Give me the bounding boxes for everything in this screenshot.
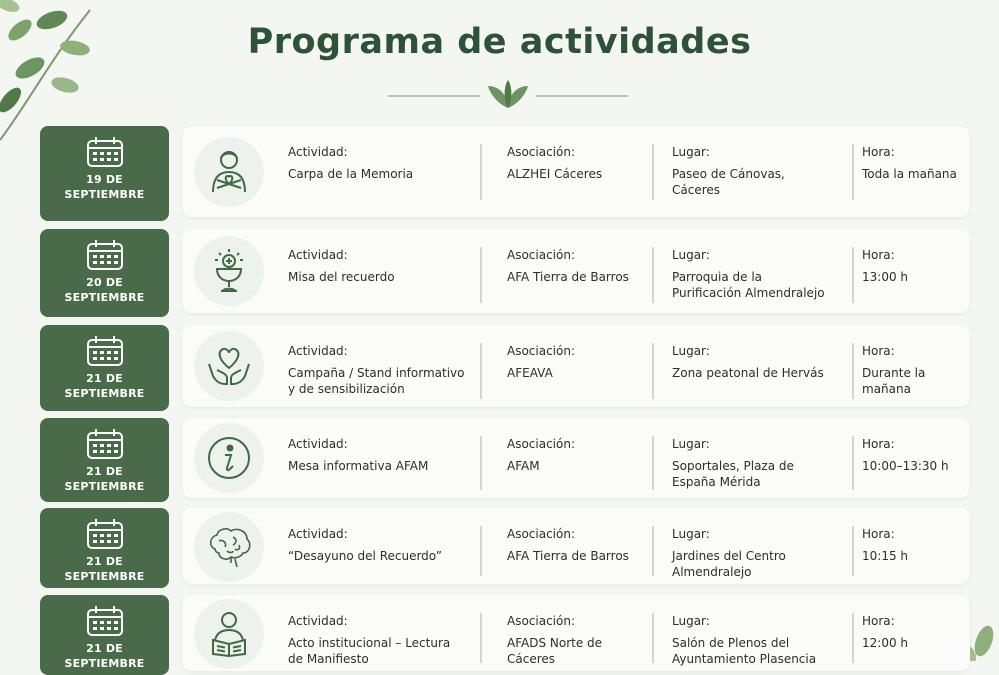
date-badge	[40, 325, 169, 411]
event-row	[40, 325, 970, 411]
place-column	[672, 247, 832, 301]
title-divider	[388, 78, 628, 112]
column-separator	[652, 343, 654, 399]
association-value: AFA Tierra de Barros	[507, 270, 629, 284]
time-column	[862, 144, 962, 182]
event-row	[40, 418, 970, 502]
time-value: 10:15 h	[862, 549, 909, 563]
column-separator	[852, 247, 854, 303]
date-month: SEPTIEMBRE	[64, 570, 145, 583]
column-separator	[852, 526, 854, 576]
date-badge	[40, 508, 169, 588]
time-label: Hora:	[862, 437, 895, 451]
column-separator	[652, 144, 654, 200]
event-card	[182, 418, 970, 498]
place-value: Paseo de Cánovas, Cáceres	[672, 167, 785, 197]
association-label: Asociación:	[507, 248, 576, 262]
column-separator	[480, 613, 482, 663]
place-label: Lugar:	[672, 248, 710, 262]
event-card	[182, 229, 970, 313]
activity-label: Actividad:	[288, 527, 348, 541]
association-value: AFEAVA	[507, 366, 553, 380]
activity-value: Misa del recuerdo	[288, 270, 395, 284]
column-separator	[480, 247, 482, 303]
date-month: SEPTIEMBRE	[64, 291, 145, 304]
calendar-icon	[86, 335, 124, 367]
activity-column	[288, 613, 468, 667]
column-separator	[652, 526, 654, 576]
brain-icon	[194, 512, 264, 582]
activity-value: Campaña / Stand informativo y de sensibilización	[288, 366, 465, 396]
place-value: Soportales, Plaza de España Mérida	[672, 459, 794, 489]
place-column	[672, 613, 832, 667]
calendar-icon	[86, 239, 124, 271]
place-label: Lugar:	[672, 614, 710, 628]
date-month: SEPTIEMBRE	[64, 657, 145, 670]
time-label: Hora:	[862, 527, 895, 541]
association-value: AFAM	[507, 459, 540, 473]
event-card	[182, 508, 970, 584]
place-column	[672, 144, 832, 198]
calendar-icon	[86, 428, 124, 460]
association-column	[507, 144, 637, 182]
activity-value: Acto institucional – Lectura de Manifiesto	[288, 636, 451, 666]
place-value: Zona peatonal de Hervás	[672, 366, 824, 380]
activity-label: Actividad:	[288, 248, 348, 262]
activity-label: Actividad:	[288, 145, 348, 159]
place-column	[672, 436, 832, 490]
activity-value: Mesa informativa AFAM	[288, 459, 429, 473]
place-value: Parroquia de la Purificación Almendralejo	[672, 270, 825, 300]
activity-column	[288, 526, 468, 564]
event-row	[40, 595, 970, 675]
place-column	[672, 343, 832, 381]
place-label: Lugar:	[672, 437, 710, 451]
activity-column	[288, 144, 468, 182]
person-heart-icon	[194, 137, 264, 207]
date-month: SEPTIEMBRE	[64, 387, 145, 400]
event-card	[182, 325, 970, 407]
activity-label: Actividad:	[288, 344, 348, 358]
event-card	[182, 595, 970, 671]
column-separator	[652, 436, 654, 490]
time-column	[862, 526, 962, 564]
place-value: Salón de Plenos del Ayuntamiento Plasencia	[672, 636, 817, 666]
association-value: AFADS Norte de Cáceres	[507, 636, 603, 666]
date-month: SEPTIEMBRE	[64, 480, 145, 493]
column-separator	[480, 343, 482, 399]
chalice-icon	[194, 236, 264, 306]
time-column	[862, 343, 962, 397]
date-day: 21 DE	[86, 465, 123, 478]
activity-label: Actividad:	[288, 437, 348, 451]
time-column	[862, 436, 962, 474]
association-column	[507, 343, 637, 381]
association-label: Asociación:	[507, 145, 576, 159]
activity-value: “Desayuno del Recuerdo”	[288, 549, 442, 563]
activity-column	[288, 247, 468, 285]
column-separator	[480, 436, 482, 490]
event-row	[40, 126, 970, 221]
date-day: 21 DE	[86, 642, 123, 655]
time-value: 10:00–13:30 h	[862, 459, 949, 473]
page-title: Programa de actividades	[247, 22, 752, 62]
place-value: Jardines del Centro Almendralejo	[672, 549, 786, 579]
activity-value: Carpa de la Memoria	[288, 167, 414, 181]
calendar-icon	[86, 518, 124, 550]
leaf-icon	[484, 78, 532, 112]
column-separator	[852, 436, 854, 490]
column-separator	[480, 526, 482, 576]
date-day: 20 DE	[86, 276, 123, 289]
time-value: 12:00 h	[862, 636, 909, 650]
place-label: Lugar:	[672, 145, 710, 159]
date-badge	[40, 229, 169, 317]
association-label: Asociación:	[507, 527, 576, 541]
association-column	[507, 436, 637, 474]
date-badge	[40, 418, 169, 502]
association-label: Asociación:	[507, 344, 576, 358]
activity-column	[288, 343, 468, 397]
time-label: Hora:	[862, 145, 895, 159]
association-column	[507, 526, 637, 564]
time-label: Hora:	[862, 614, 895, 628]
association-column	[507, 613, 637, 667]
date-day: 21 DE	[86, 372, 123, 385]
column-separator	[852, 144, 854, 200]
event-row	[40, 508, 970, 588]
place-column	[672, 526, 832, 580]
place-label: Lugar:	[672, 527, 710, 541]
event-card	[182, 126, 970, 217]
time-value: Toda la mañana	[862, 167, 957, 181]
date-day: 19 DE	[86, 173, 123, 186]
date-badge	[40, 595, 169, 675]
association-column	[507, 247, 637, 285]
time-column	[862, 613, 962, 651]
column-separator	[852, 613, 854, 663]
column-separator	[652, 613, 654, 663]
column-separator	[652, 247, 654, 303]
time-label: Hora:	[862, 344, 895, 358]
event-row	[40, 229, 970, 317]
time-label: Hora:	[862, 248, 895, 262]
association-label: Asociación:	[507, 437, 576, 451]
date-day: 21 DE	[86, 555, 123, 568]
time-value: Durante la mañana	[862, 366, 926, 396]
reader-icon	[194, 599, 264, 669]
time-column	[862, 247, 962, 285]
date-badge	[40, 126, 169, 221]
activity-column	[288, 436, 468, 474]
calendar-icon	[86, 136, 124, 168]
calendar-icon	[86, 605, 124, 637]
association-value: AFA Tierra de Barros	[507, 549, 629, 563]
activity-label: Actividad:	[288, 614, 348, 628]
association-label: Asociación:	[507, 614, 576, 628]
hands-heart-icon	[194, 331, 264, 401]
time-value: 13:00 h	[862, 270, 909, 284]
column-separator	[852, 343, 854, 399]
place-label: Lugar:	[672, 344, 710, 358]
info-icon	[194, 423, 264, 493]
date-month: SEPTIEMBRE	[64, 188, 145, 201]
association-value: ALZHEI Cáceres	[507, 167, 603, 181]
column-separator	[480, 144, 482, 200]
